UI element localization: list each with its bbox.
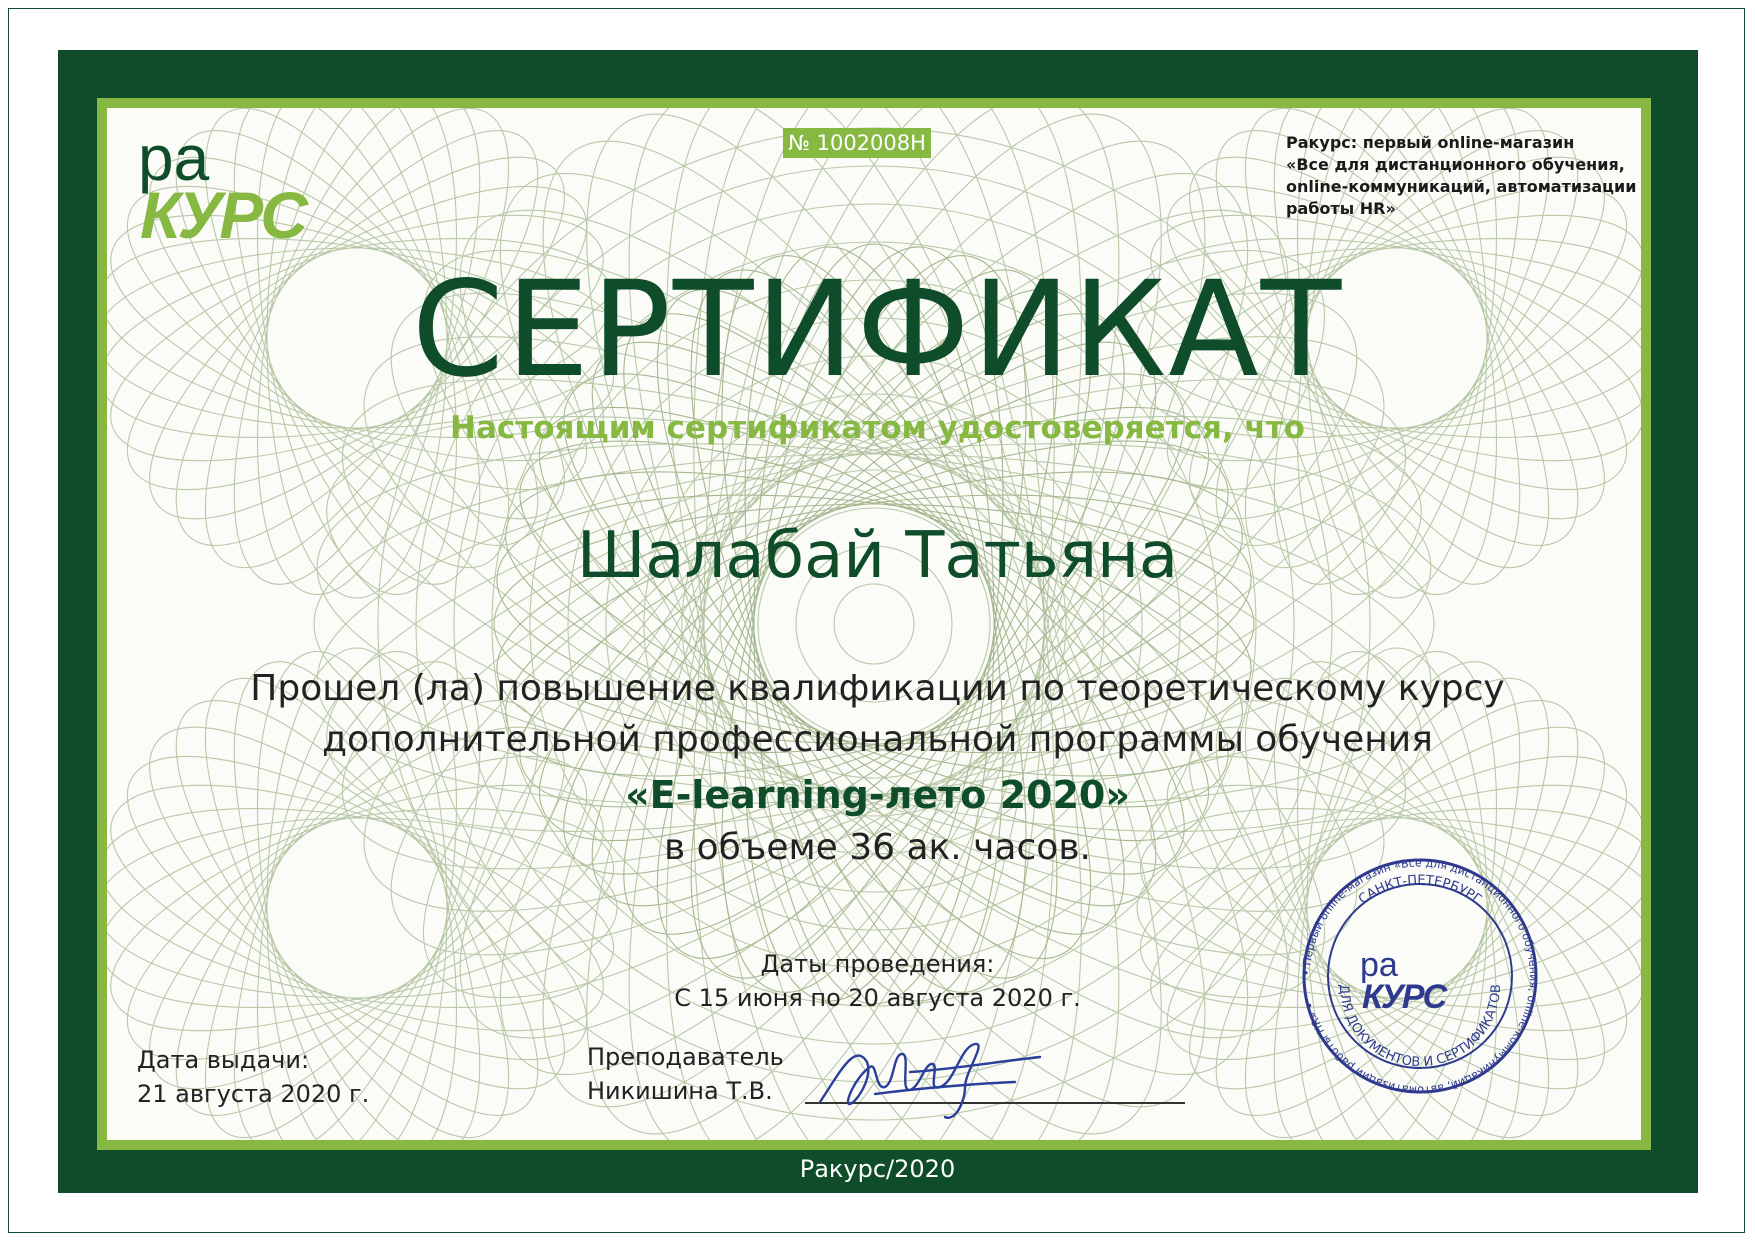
dates-value: С 15 июня по 20 августа 2020 г. (674, 984, 1081, 1012)
course-title: «E-learning-лето 2020» (625, 773, 1130, 817)
shop-info (1286, 132, 1646, 220)
dates-label: Даты проведения: (760, 950, 995, 978)
serial-number: № 1002008Н (783, 128, 931, 158)
body-line-3: в объеме 36 ак. часов. (664, 827, 1091, 868)
round-stamp (1300, 856, 1540, 1096)
stamp-outer-text: • Первый online-магазин «Все для дистанционного обучения, online-коммуникаций, автоматизации работы HR» • (1300, 856, 1540, 1096)
body-line-1: Прошел (ла) повышение квалификации по теоретическому курсу (250, 668, 1505, 709)
shop-info-line-3: online-коммуникаций, автоматизации (1286, 177, 1637, 196)
stamp-inner-ring (1328, 884, 1512, 1071)
signature (815, 1032, 1045, 1127)
teacher-label: Преподаватель (587, 1043, 784, 1071)
shop-info-line-2: «Все для дистанционного обучения, (1286, 155, 1625, 174)
issue-date-label: Дата выдачи: (137, 1046, 310, 1074)
logo-text-ra: ра (138, 128, 210, 194)
issue-date-value: 21 августа 2020 г. (137, 1080, 370, 1108)
body-line-2: дополнительной профессиональной программы обучения (322, 719, 1433, 760)
rakurs-logo (138, 128, 388, 243)
recipient-name: Шалабай Татьяна (576, 519, 1179, 593)
shop-info-line-1: Ракурс: первый online-магазин (1286, 133, 1575, 152)
certificate-title: СЕРТИФИКАТ (411, 253, 1344, 407)
certificate-subtitle: Настоящим сертификатом удостоверяется, что (450, 410, 1305, 446)
logo-text-kurs: КУРС (140, 178, 305, 243)
stamp-logo-ra: ра (1360, 946, 1398, 984)
footer: Ракурс/2020 (799, 1155, 956, 1183)
stamp-city: САНКТ-ПЕТЕРБУРГ (1355, 872, 1485, 908)
stamp-bottom-text: ДЛЯ ДОКУМЕНТОВ И СЕРТИФИКАТОВ (1335, 983, 1505, 1071)
teacher-name: Никишина Т.В. (587, 1077, 773, 1105)
shop-info-line-4: работы HR» (1286, 199, 1396, 218)
stamp-logo-kurs: КУРС (1362, 978, 1446, 1016)
